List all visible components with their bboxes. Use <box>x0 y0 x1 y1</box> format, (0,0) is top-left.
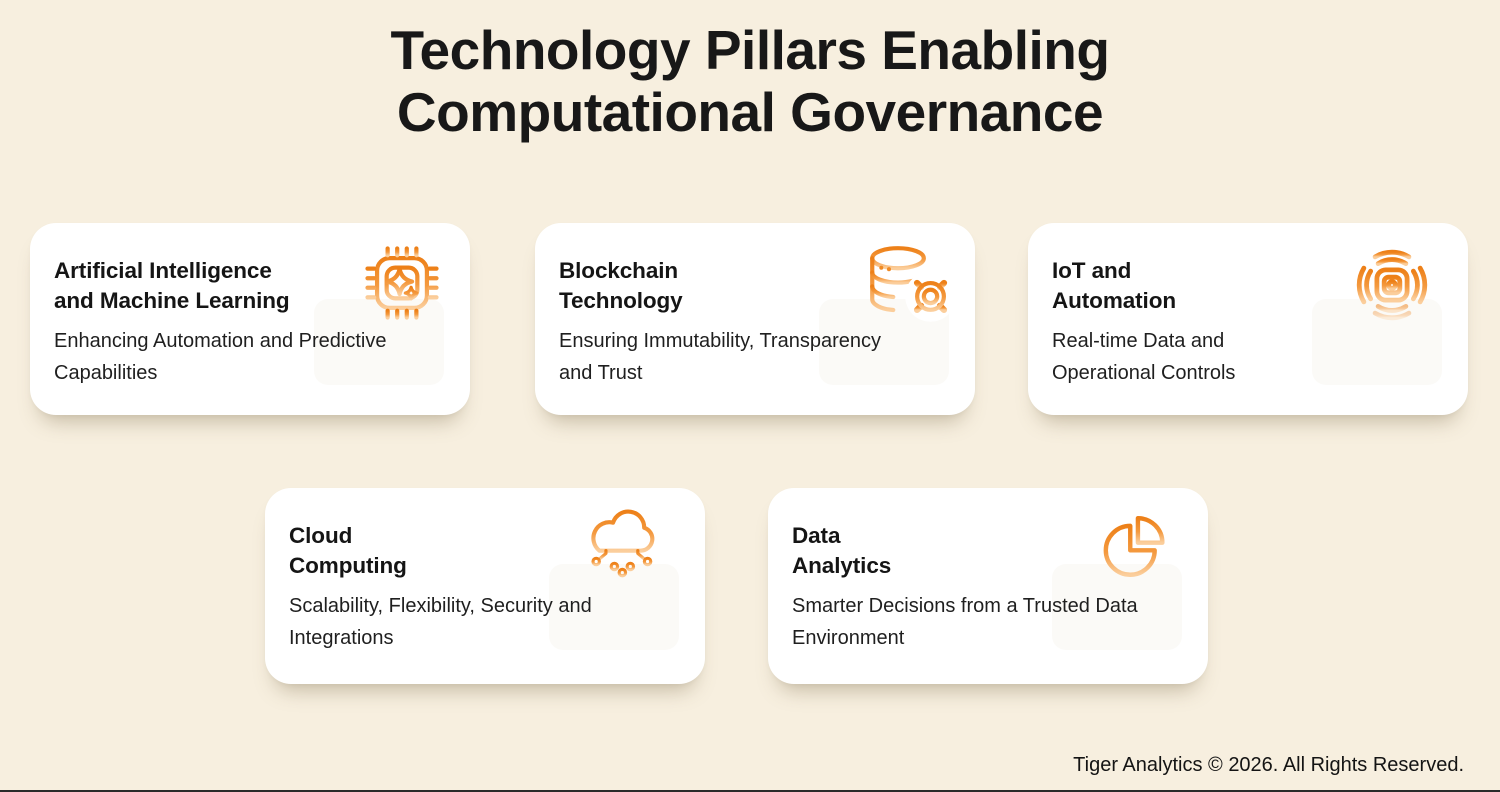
card-description <box>559 325 881 389</box>
pie-chart-icon <box>1090 500 1182 592</box>
iot-sensor-signal-icon <box>1342 235 1442 335</box>
copyright-footer: Tiger Analytics © 2026. All Rights Reserved. <box>1073 754 1464 776</box>
card-description <box>289 590 592 654</box>
card-heading-line-1: Blockchain <box>559 258 679 283</box>
card-description-line-1: Smarter Decisions from a Trusted Data <box>792 595 1138 617</box>
card-description <box>54 325 386 389</box>
card-heading-line-2: Computing <box>289 552 407 578</box>
card-heading-line-1: IoT and <box>1052 258 1132 283</box>
card-description-line-1: Real-time Data and <box>1052 330 1225 352</box>
card-description-line-2: Operational Controls <box>1052 362 1236 384</box>
card-heading <box>559 256 683 315</box>
page-title <box>0 20 1500 143</box>
card-heading <box>792 521 891 580</box>
card-description-line-2: Environment <box>792 627 905 649</box>
card-heading-line-2: Technology <box>559 287 683 313</box>
page-title-line-2: Computational Governance <box>396 80 1104 143</box>
card-heading-line-1: Cloud <box>289 523 353 548</box>
card-blockchain-technology <box>535 223 975 415</box>
cloud-circuit-icon <box>575 500 665 590</box>
card-heading-line-2: Automation <box>1052 287 1176 313</box>
card-heading-line-1: Data <box>792 523 841 548</box>
card-data-analytics <box>768 488 1208 684</box>
card-description-line-1: Enhancing Automation and Predictive <box>54 330 387 352</box>
card-heading-line-1: Artificial Intelligence <box>54 258 272 283</box>
card-cloud-computing <box>265 488 705 684</box>
page-title-line-1: Technology Pillars Enabling <box>390 19 1110 81</box>
card-artificial-intelligence-ml <box>30 223 470 415</box>
card-description-line-2: Capabilities <box>54 362 158 384</box>
card-description-line-1: Ensuring Immutability, Transparency <box>559 330 881 352</box>
card-description-line-1: Scalability, Flexibility, Security and <box>289 595 592 617</box>
card-iot-automation <box>1028 223 1468 415</box>
card-description-line-2: and Trust <box>559 362 643 384</box>
card-heading-line-2: and Machine Learning <box>54 287 290 313</box>
database-gear-icon <box>856 238 963 330</box>
card-description <box>1052 325 1235 389</box>
card-heading <box>54 256 290 315</box>
card-heading-line-2: Analytics <box>792 552 892 578</box>
card-description <box>792 590 1138 654</box>
card-heading <box>1052 256 1176 315</box>
card-heading <box>289 521 407 580</box>
card-description-line-2: Integrations <box>289 627 394 649</box>
ai-chip-sparkle-icon <box>356 237 448 329</box>
